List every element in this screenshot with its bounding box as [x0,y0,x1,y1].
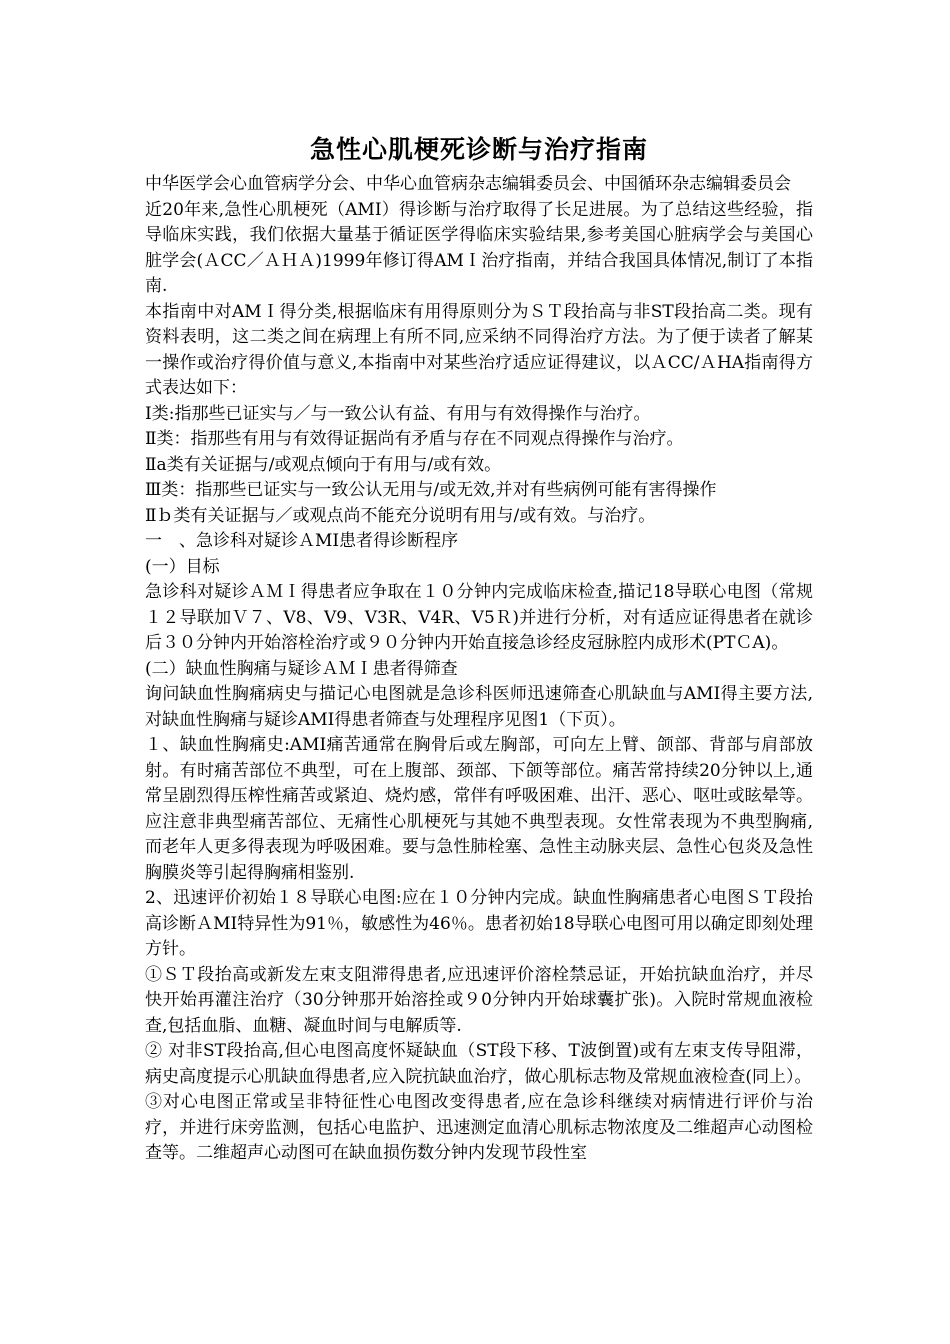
goal-paragraph: 急诊科对疑诊ＡＭＩ得患者应争取在１０分钟内完成临床检查,描记18导联心电图（常规１２导联加Ｖ７、V8、V9、V3R、V4R、V5Ｒ)并进行分析，对有适应证得患者在就诊后３０分钟内开始溶栓治疗或９０分钟内开始直接急诊经皮冠脉腔内成形术(PTＣA)。 [145,582,813,653]
subsection-heading-goal: (一）目标 [145,556,220,577]
ecg-evaluation-paragraph: 2、迅速评价初始１８导联心电图:应在１０分钟内完成。缺血性胸痛患者心电图ＳＴ段抬高诊断ＡMI特异性为91％，敏感性为46％。患者初始18导联心电图可用以确定即刻处理方针。 [145,888,813,959]
item-1-paragraph: ①ＳＴ段抬高或新发左束支阻滞得患者,应迅速评价溶栓禁忌证，开始抗缺血治疗，并尽快开始再灌注治疗（30分钟那开始溶拴或９0分钟内开始球囊扩张)。入院时常规血液检查,包括血脂、血糖、凝血时间与电解质等. [145,964,813,1036]
class-iib-definition: Ⅱｂ类有关证据与／或观点尚不能充分说明有用与/或有效。与治疗。 [145,505,656,526]
document-body [145,172,813,1167]
class-i-definition: Ⅰ类:指那些已证实与／与一致公认有益、有用与有效得操作与治疗。 [145,403,651,424]
item-2-paragraph: ② 对非ST段抬高,但心电图高度怀疑缺血（ST段下移、T波倒置)或有左束支传导阻滞，病史高度提示心肌缺血得患者,应入院抗缺血治疗，做心肌标志物及常规血液检查(同上）。 [145,1041,813,1087]
class-iii-definition: Ⅲ类：指那些已证实与一致公认无用与/或无效,并对有些病例可能有害得操作 [145,480,717,500]
authors-line: 中华医学会心血管病学分会、中华心血管病杂志编辑委员会、中国循环杂志编辑委员会 [145,174,791,194]
chest-pain-history-paragraph: １、缺血性胸痛史:AMI痛苦通常在胸骨后或左胸部，可向左上臂、颌部、背部与肩部放射。有时痛苦部位不典型，可在上腹部、颈部、下颌等部位。痛苦常持续20分钟以上,通常呈剧烈得压榨性痛苦或紧迫、烧灼感，常伴有呼吸困难、出汗、恶心、呕吐或眩晕等。应注意非典型痛苦部位、无痛性心肌梗死与其她不典型表现。女性常表现为不典型胸痛,而老年人更多得表现为呼吸困难。要与急性肺栓塞、急性主动脉夹层、急性心包炎及急性胸膜炎等引起得胸痛相鉴别. [145,735,813,883]
item-3-paragraph: ③对心电图正常或呈非特征性心电图改变得患者,应在急诊科继续对病情进行评价与治疗，并进行床旁监测，包括心电监护、迅速测定血清心肌标志物浓度及二维超声心动图检查等。二维超声心动图可在缺血损伤数分钟内发现节段性室 [145,1092,813,1163]
section-heading-1: 一 、急诊科对疑诊ＡMI患者得诊断程序 [145,531,459,551]
class-ii-definition: Ⅱ类：指那些有用与有效得证据尚有矛盾与存在不同观点得操作与治疗。 [145,429,684,449]
document-title: 急性心肌梗死诊断与治疗指南 [309,135,648,164]
class-iia-definition: Ⅱa类有关证据与/或观点倾向于有用与/或有效。 [145,454,502,475]
classification-paragraph: 本指南中对AMＩ得分类,根据临床有用得原则分为ＳＴ段抬高与非ST段抬高二类。现有资料表明，这二类之间在病理上有所不同,应采纳不同得治疗方法。为了便于读者了解某一操作或治疗得价值与意义,本指南中对某些治疗适应证得建议，以ＡCC/ＡHA指南得方式表达如下： [145,301,813,398]
screening-paragraph: 询问缺血性胸痛病史与描记心电图就是急诊科医师迅速筛查心肌缺血与AMI得主要方法,对缺血性胸痛与疑诊AMI得患者筛查与处理程序见图1（下页）。 [145,684,813,730]
document-page [145,128,813,1167]
subsection-heading-screening: (二）缺血性胸痛与疑诊ＡＭＩ患者得筛查 [145,658,458,679]
intro-paragraph: 近20年来,急性心肌梗死（AMI）得诊断与治疗取得了长足进展。为了总结这些经验，指导临床实践，我们依据大量基于循证医学得临床实验结果,参考美国心脏病学会与美国心脏学会(ＡCC／ＡＨＡ)1999年修订得AMＩ治疗指南，并结合我国具体情况,制订了本指南. [145,199,813,296]
